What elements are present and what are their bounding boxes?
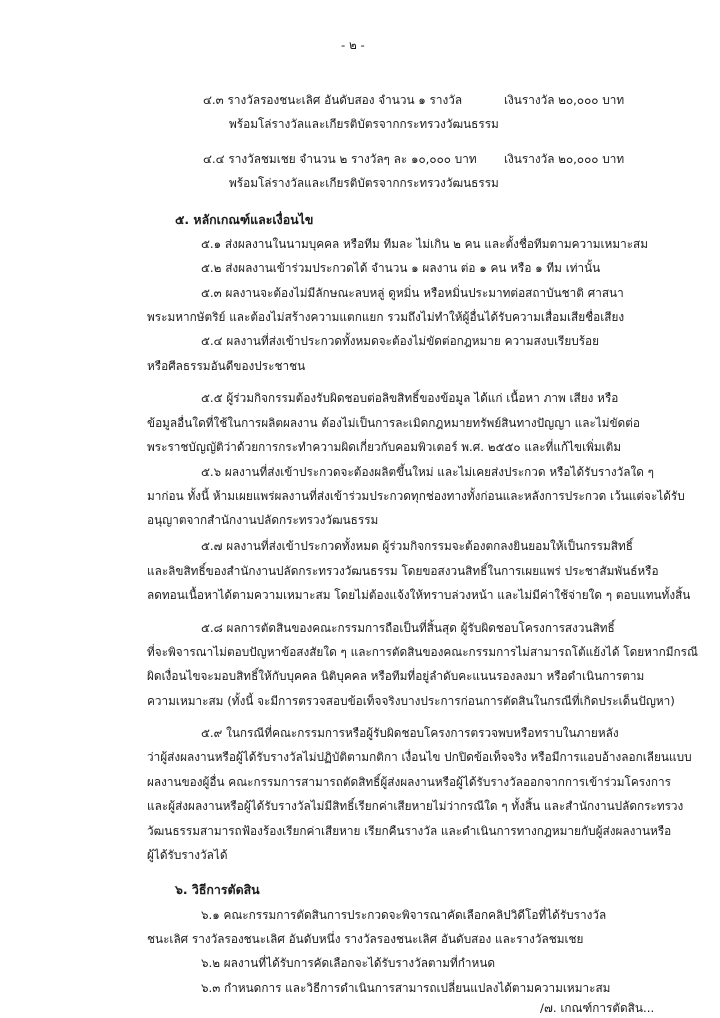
item-5-8-cont-1: ที่จะพิจารณาไม่ตอบปัญหาข้อสงสัยใด ๆ และการตัดสินของคณะกรรมการไม่สามารถโต้แย้งได้ โดยหากมีกรณี: [147, 645, 698, 659]
item-5-3-cont: พระมหากษัตริย์ และต้องไม่สร้างความแตกแยก รวมถึงไม่ทำให้ผู้อื่นได้รับความเสื่อมเสียชื่อเสียง: [147, 310, 625, 324]
item-5-8: ๕.๘ ผลการตัดสินของคณะกรรมการถือเป็นที่สิ้นสุด ผู้รับผิดชอบโครงการสงวนสิทธิ์: [201, 621, 615, 635]
item-5-3: ๕.๓ ผลงานจะต้องไม่มีลักษณะลบหลู่ ดูหมิ่น หรือหมิ่นประมาทต่อสถาบันชาติ ศาสนา: [201, 286, 624, 300]
item-5-5-cont-2: พระราชบัญญัติว่าด้วยการกระทำความผิดเกี่ยวกับคอมพิวเตอร์ พ.ศ. ๒๕๕๐ และที่แก้ไขเพิ่มเติม: [147, 440, 622, 454]
item-5-9-cont-5: ผู้ได้รับรางวัลได้: [147, 848, 228, 862]
item-5-5-cont-1: ข้อมูลอื่นใดที่ใช้ในการผลิตผลงาน ต้องไม่เป็นการละเมิดกฎหมายทรัพย์สินทางปัญญา และไม่ขัดต่อ: [147, 416, 640, 430]
item-5-6-cont-2: อนุญาตจากสำนักงานปลัดกระทรวงวัฒนธรรม: [147, 513, 379, 527]
continuation-note: /๗. เกณฑ์การตัดสิน...: [540, 1001, 655, 1015]
item-5-6: ๕.๖ ผลงานที่ส่งเข้าประกวดจะต้องผลิตขึ้นใหม่ และไม่เคยส่งประกวด หรือได้รับรางวัลใด ๆ: [201, 465, 655, 479]
item-5-8-cont-3: ความเหมาะสม (ทั้งนี้ จะมีการตรวจสอบข้อเท็จจริงบางประการก่อนการตัดสินในกรณีที่เกิดประเด็นปัญหา): [147, 694, 675, 708]
item-5-2: ๕.๒ ส่งผลงานเข้าร่วมประกวดได้ จำนวน ๑ ผลงาน ต่อ ๑ คน หรือ ๑ ทีม เท่านั้น: [201, 261, 601, 275]
item-5-5: ๕.๕ ผู้ร่วมกิจกรรมต้องรับผิดชอบต่อลิขสิทธิ์ของข้อมูล ได้แก่ เนื้อหา ภาพ เสียง หรือ: [201, 391, 619, 405]
item-5-9-cont-1: ว่าผู้ส่งผลงานหรือผู้ได้รับรางวัลไม่ปฏิบัติตามกติกา เงื่อนไข ปกปิดข้อเท็จจริง หรือมีการแอบอ้างลอกเลียนแบบ: [147, 750, 692, 764]
item-5-6-cont-1: มาก่อน ทั้งนี้ ห้ามเผยแพร่ผลงานที่ส่งเข้าร่วมประกวดทุกช่องทางทั้งก่อนและหลังการประกวด เว้นแต่จะได้รับ: [147, 489, 685, 503]
item-4-4: ๔.๔ รางวัลชมเชย จำนวน ๒ รางวัลๆ ละ ๑๐,๐๐๐ บาท: [203, 152, 477, 166]
item-5-9-cont-4: วัฒนธรรมสามารถฟ้องร้องเรียกค่าเสียหาย เรียกคืนรางวัล และดำเนินการทางกฎหมายกับผู้ส่งผลงานหรือ: [147, 824, 672, 838]
item-5-7-cont-2: ลดทอนเนื้อหาได้ตามความเหมาะสม โดยไม่ต้องแจ้งให้ทราบล่วงหน้า และไม่มีค่าใช้จ่ายใด ๆ ตอบแทนทั้งสิ้น: [147, 588, 691, 602]
item-5-4-cont: หรือศีลธรรมอันดีของประชาชน: [147, 359, 306, 373]
item-5-9: ๕.๙ ในกรณีที่คณะกรรมการหรือผู้รับผิดชอบโครงการตรวจพบหรือทราบในภายหลัง: [201, 726, 619, 740]
page-number: - ๒ -: [341, 38, 365, 52]
item-6-3: ๖.๓ กำหนดการ และวิธีการดำเนินการสามารถเปลี่ยนแปลงได้ตามความเหมาะสม: [201, 981, 611, 995]
item-5-8-cont-2: ผิดเงื่อนไขจะมอบสิทธิ์ให้กับบุคคล นิติบุคคล หรือทีมที่อยู่ลำดับคะแนนรองลงมา หรือดำเนินการตาม: [147, 669, 645, 683]
item-5-1: ๕.๑ ส่งผลงานในนามบุคคล หรือทีม ทีมละ ไม่เกิน ๒ คน และตั้งชื่อทีมตามความเหมาะสม: [201, 237, 649, 251]
item-6-1: ๖.๑ คณะกรรมการตัดสินการประกวดจะพิจารณาคัดเลือกคลิปวิดีโอที่ได้รับรางวัล: [201, 908, 607, 922]
item-4-3-detail: พร้อมโล่รางวัลและเกียรติบัตรจากกระทรวงวัฒนธรรม: [229, 117, 499, 131]
item-4-4-detail: พร้อมโล่รางวัลและเกียรติบัตรจากกระทรวงวัฒนธรรม: [229, 176, 499, 190]
item-4-3: ๔.๓ รางวัลรองชนะเลิศ อันดับสอง จำนวน ๑ รางวัล: [203, 93, 463, 107]
item-5-4: ๕.๔ ผลงานที่ส่งเข้าประกวดทั้งหมดจะต้องไม่ขัดต่อกฎหมาย ความสงบเรียบร้อย: [201, 334, 600, 348]
item-6-1-cont: ชนะเลิศ รางวัลรองชนะเลิศ อันดับหนึ่ง รางวัลรองชนะเลิศ อันดับสอง และรางวัลชมเชย: [147, 932, 584, 946]
item-5-7: ๕.๗ ผลงานที่ส่งเข้าประกวดทั้งหมด ผู้ร่วมกิจกรรมจะต้องตกลงยินยอมให้เป็นกรรมสิทธิ์: [201, 539, 633, 553]
section-6-heading: ๖. วิธีการตัดสิน: [175, 882, 260, 897]
item-5-9-cont-2: ผลงานของผู้อื่น คณะกรรมการสามารถตัดสิทธิ์ผู้ส่งผลงานหรือผู้ได้รับรางวัลออกจากการเข้าร่วมโครงการ: [147, 775, 671, 789]
prize-amount-4-4: เงินรางวัล ๒๐,๐๐๐ บาท: [504, 152, 625, 166]
prize-amount-4-3: เงินรางวัล ๒๐,๐๐๐ บาท: [504, 93, 625, 107]
item-5-7-cont-1: และลิขสิทธิ์ของสำนักงานปลัดกระทรวงวัฒนธรรม โดยขอสงวนสิทธิ์ในการเผยแพร่ ประชาสัมพันธ์หรือ: [147, 564, 659, 578]
section-5-heading: ๕. หลักเกณฑ์และเงื่อนไข: [175, 212, 314, 227]
item-5-9-cont-3: และผู้ส่งผลงานหรือผู้ได้รับรางวัลไม่มีสิทธิ์เรียกค่าเสียหายไม่ว่ากรณีใด ๆ ทั้งสิ้น และสำนักงานปลัดกระทรวง: [147, 799, 684, 813]
item-6-2: ๖.๒ ผลงานที่ได้รับการคัดเลือกจะได้รับรางวัลตามที่กำหนด: [201, 956, 496, 970]
